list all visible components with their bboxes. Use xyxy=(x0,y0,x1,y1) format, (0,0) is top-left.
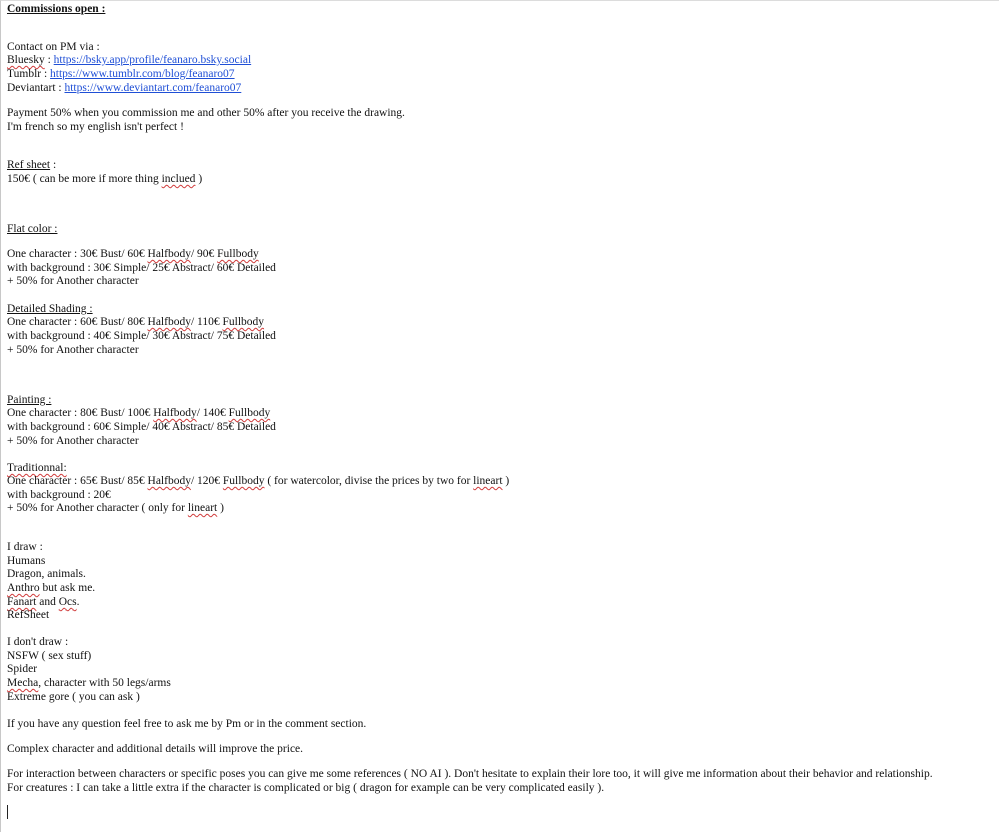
questions-note: If you have any question feel free to ask me by Pm or in the comment section. xyxy=(7,718,367,730)
i-draw-heading: I draw : xyxy=(7,541,43,553)
text-caret xyxy=(7,805,8,819)
list-item: Anthro but ask me. xyxy=(7,582,96,594)
list-item: Humans xyxy=(7,555,46,567)
ref-sheet-price: 150€ ( can be more if more thing inclued ) xyxy=(7,173,203,185)
painting-another: + 50% for Another character xyxy=(7,435,139,447)
flat-color-one-character: One character : 30€ Bust/ 60€ Halfbody/ 90€ Fullbody xyxy=(7,248,259,260)
creatures-note: For creatures : I can take a little extra if the character is complicated or big ( dragon for example can be very complicated easily ). xyxy=(7,782,605,794)
detailed-shading-background: with background : 40€ Simple/ 30€ Abstract/ 75€ Detailed xyxy=(7,330,276,342)
painting-heading: Painting : xyxy=(7,394,52,406)
traditional-background: with background : 20€ xyxy=(7,489,111,501)
i-dont-draw-heading: I don't draw : xyxy=(7,636,69,648)
ref-sheet-heading: Ref sheet : xyxy=(7,159,57,171)
detailed-shading-one-character: One character : 60€ Bust/ 80€ Halfbody/ 110€ Fullbody xyxy=(7,316,265,328)
traditional-another: + 50% for Another character ( only for lineart ) xyxy=(7,502,224,514)
bluesky-link[interactable]: https://bsky.app/profile/feanaro.bsky.social xyxy=(53,54,252,66)
list-item: Spider xyxy=(7,663,38,675)
page-title: Commissions open : xyxy=(7,3,106,15)
complexity-note: Complex character and additional details will improve the price. xyxy=(7,743,304,755)
painting-background: with background : 60€ Simple/ 40€ Abstract/ 85€ Detailed xyxy=(7,421,276,433)
list-item: RefSheet xyxy=(7,609,50,621)
flat-color-background: with background : 30€ Simple/ 25€ Abstract/ 60€ Detailed xyxy=(7,262,276,274)
contact-deviantart: Deviantart : https://www.deviantart.com/feanaro07 xyxy=(7,82,242,94)
interaction-note: For interaction between characters or specific poses you can give me some references ( NO AI ). Don't hesitate to explain their lore too, it will give me information about their behavior and relationship. xyxy=(7,768,933,780)
tumblr-link[interactable]: https://www.tumblr.com/blog/feanaro07 xyxy=(50,68,235,80)
contact-heading: Contact on PM via : xyxy=(7,41,100,53)
language-note: I'm french so my english isn't perfect ! xyxy=(7,121,184,133)
painting-one-character: One character : 80€ Bust/ 100€ Halfbody/ 140€ Fullbody xyxy=(7,407,271,419)
contact-bluesky: Bluesky : https://bsky.app/profile/feanaro.bsky.social xyxy=(7,54,252,66)
detailed-shading-another: + 50% for Another character xyxy=(7,344,139,356)
bluesky-label: Bluesky xyxy=(7,54,45,66)
list-item: Dragon, animals. xyxy=(7,568,86,580)
payment-terms: Payment 50% when you commission me and other 50% after you receive the drawing. xyxy=(7,107,405,119)
flat-color-heading: Flat color : xyxy=(7,223,58,235)
deviantart-link[interactable]: https://www.deviantart.com/feanaro07 xyxy=(64,82,242,94)
list-item: Fanart and Ocs. xyxy=(7,596,80,608)
detailed-shading-heading: Detailed Shading : xyxy=(7,303,93,315)
list-item: Mecha, character with 50 legs/arms xyxy=(7,677,171,689)
list-item: NSFW ( sex stuff) xyxy=(7,650,92,662)
flat-color-another: + 50% for Another character xyxy=(7,275,139,287)
contact-tumblr: Tumblr : https://www.tumblr.com/blog/feanaro07 xyxy=(7,68,235,80)
traditional-one-character: One character : 65€ Bust/ 85€ Halfbody/ 120€ Fullbody ( for watercolor, divise the prices by two for lineart ) xyxy=(7,475,510,487)
list-item: Extreme gore ( you can ask ) xyxy=(7,691,140,703)
traditional-heading: Traditionnal: xyxy=(7,462,67,474)
